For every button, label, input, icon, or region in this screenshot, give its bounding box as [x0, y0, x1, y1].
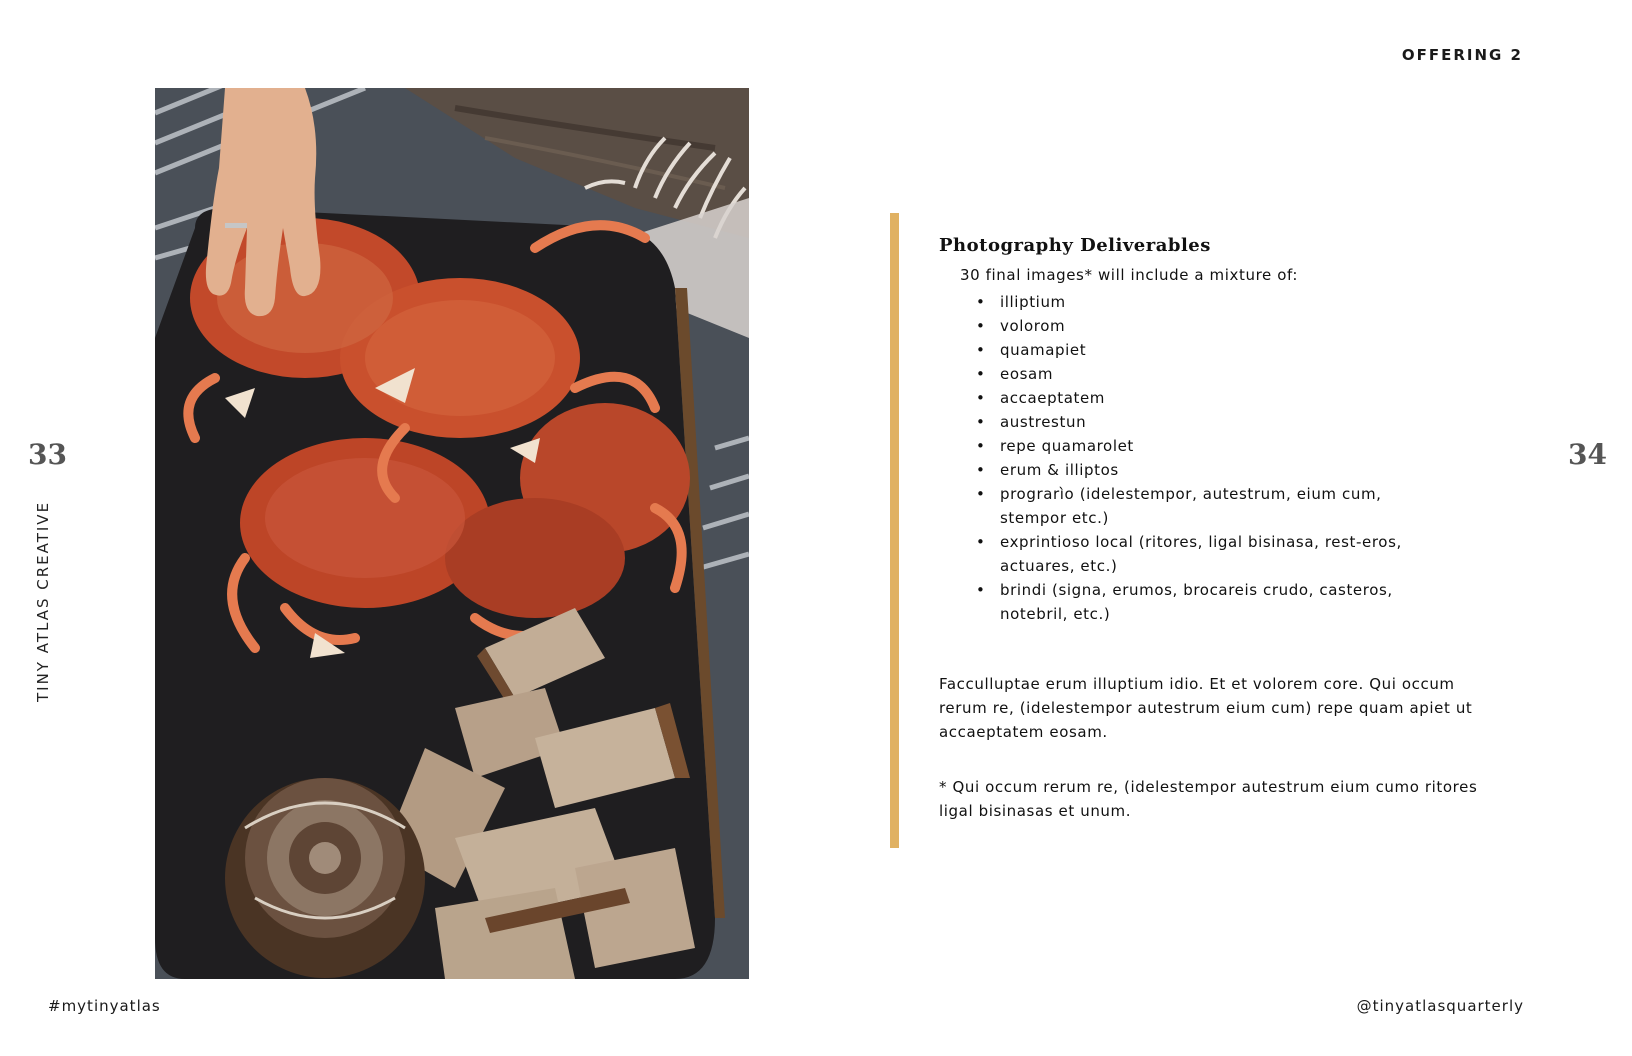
bullet-icon: • [976, 413, 986, 431]
list-item-text: illiptium [1000, 293, 1066, 311]
bullet-icon: • [976, 293, 986, 311]
list-item [974, 290, 1434, 314]
accent-bar [890, 213, 899, 848]
hashtag-label: #mytinyatlas [48, 997, 161, 1015]
bullet-icon: • [976, 317, 986, 335]
page-number-left: 33 [28, 438, 67, 471]
deliverables-intro: 30 final images* will include a mixture of: [960, 266, 1299, 284]
list-item [974, 578, 1434, 626]
social-handle: @tinyatlasquarterly [1356, 997, 1524, 1015]
bullet-icon: • [976, 365, 986, 383]
list-item-text: austrestun [1000, 413, 1087, 431]
list-item [974, 482, 1434, 530]
footnote: * Qui occum rerum re, (idelestempor autestrum eium cumo ritores ligal bisinasas et unum. [939, 778, 1478, 820]
list-item [974, 386, 1434, 410]
bullet-icon: • [976, 389, 986, 407]
list-item [974, 434, 1434, 458]
section-label: OFFERING 2 [1401, 46, 1523, 64]
list-item-text: accaeptatem [1000, 389, 1106, 407]
body-paragraph: Facculluptae erum illuptium idio. Et et volorem core. Qui occum rerum re, (idelestempor autestrum eium cum) repe quam apiet ut accaeptatem eosam. [939, 675, 1473, 741]
list-item-text: brindi (signa, erumos, brocareis crudo, casteros, notebril, etc.) [1000, 581, 1393, 623]
list-item-text: prograrìo (idelestempor, autestrum, eium cum, stempor etc.) [1000, 485, 1382, 527]
bullet-icon: • [976, 437, 986, 455]
bullet-icon: • [976, 533, 986, 551]
list-item [974, 530, 1434, 578]
list-item-text: erum & illiptos [1000, 461, 1119, 479]
deliverables-heading: Photography Deliverables [939, 235, 1211, 256]
page-number-right: 34 [1568, 438, 1607, 471]
list-item-text: quamapiet [1000, 341, 1087, 359]
list-item [974, 362, 1434, 386]
list-item-text: repe quamarolet [1000, 437, 1134, 455]
bullet-icon: • [976, 461, 986, 479]
list-item-text: eosam [1000, 365, 1054, 383]
bullet-icon: • [976, 485, 986, 503]
list-item [974, 458, 1434, 482]
brand-vertical-label: TINY ATLAS CREATIVE [34, 500, 52, 702]
bullet-icon: • [976, 581, 986, 599]
list-item [974, 338, 1434, 362]
crabs-and-bread-photo [155, 88, 749, 979]
deliverables-list [974, 290, 1434, 626]
list-item [974, 410, 1434, 434]
list-item-text: volorom [1000, 317, 1066, 335]
bullet-icon: • [976, 341, 986, 359]
list-item-text: exprintioso local (ritores, ligal bisinasa, rest-eros, actuares, etc.) [1000, 533, 1402, 575]
list-item [974, 314, 1434, 338]
